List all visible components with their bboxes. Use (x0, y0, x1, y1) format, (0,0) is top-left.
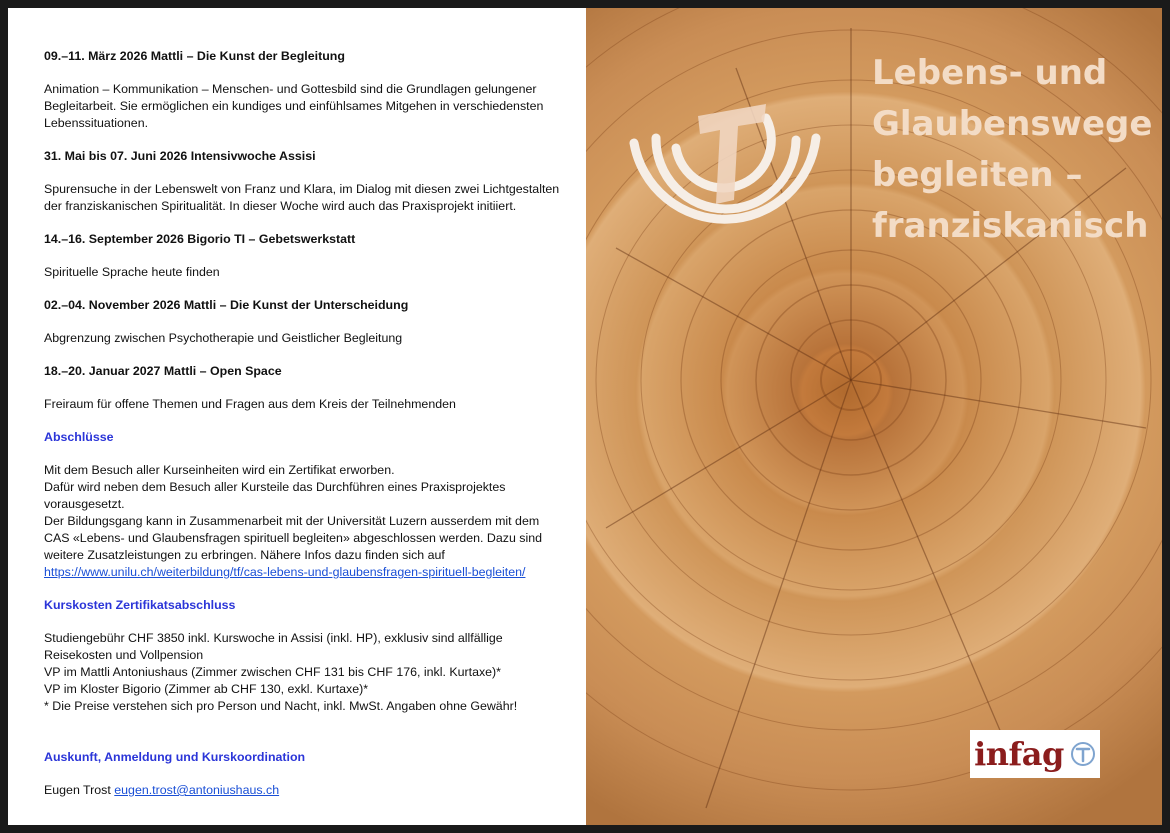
infag-logo (970, 730, 1100, 778)
infag-wordmark: infag (974, 735, 1064, 773)
kosten-heading: Kurskosten Zertifikatsabschluss (44, 598, 236, 612)
course-info (44, 48, 564, 815)
section-text: Spurensuche in der Lebenswelt von Franz und Klara, im Dialog mit diesen zwei Lichtgestalten der franziskanischen Spiritualität. In dieser Woche wird auch das Praxisprojekt initiiert. (44, 182, 560, 213)
unilu-link[interactable]: https://www.unilu.ch/weiterbildung/tf/cas-lebens-und-glaubensfragen-spirituell-begleiten/ (44, 565, 526, 579)
contact-name: Eugen Trost (44, 783, 111, 797)
left-page (8, 8, 586, 825)
section-text: Animation – Kommunikation – Menschen- und Gottesbild sind die Grundlagen gelungener Begleitarbeit. Sie ermöglichen ein kundiges und einfühlsames Mitgehen in verschiedensten Lebenssituationen. (44, 82, 544, 130)
section-heading: 31. Mai bis 07. Juni 2026 Intensivwoche Assisi (44, 149, 316, 163)
title-line: Lebens- und (872, 53, 1108, 93)
title-line: franziskanisch (872, 206, 1149, 246)
contact-email-link[interactable]: eugen.trost@antoniushaus.ch (114, 783, 280, 797)
cover-page (586, 8, 1162, 825)
title-line: begleiten – (872, 155, 1083, 195)
kontakt-heading: Auskunft, Anmeldung und Kurskoordination (44, 750, 306, 764)
tau-spiral-logo-icon (616, 78, 836, 248)
kosten-line: Studiengebühr CHF 3850 inkl. Kurswoche in Assisi (inkl. HP), exklusiv sind allfällige Reisekosten und Vollpension (44, 631, 503, 662)
section-text: Spirituelle Sprache heute finden (44, 265, 220, 279)
section-heading: 14.–16. September 2026 Bigorio TI – Gebetswerkstatt (44, 232, 356, 246)
section-heading: 18.–20. Januar 2027 Mattli – Open Space (44, 364, 282, 378)
abschluesse-line: Dafür wird neben dem Besuch aller Kursteile das Durchführen eines Praxisprojektes vorausgesetzt. (44, 480, 506, 511)
section-heading: 02.–04. November 2026 Mattli – Die Kunst der Unterscheidung (44, 298, 409, 312)
brochure-spread (8, 8, 1162, 825)
kosten-note: * Die Preise verstehen sich pro Person und Nacht, inkl. MwSt. Angaben ohne Gewähr! (44, 699, 518, 713)
section-text: Abgrenzung zwischen Psychotherapie und Geistlicher Begleitung (44, 331, 403, 345)
kontakt-line (44, 782, 564, 799)
section-text: Freiraum für offene Themen und Fragen aus dem Kreis der Teilnehmenden (44, 397, 456, 411)
cover-title (872, 48, 1152, 252)
section-heading: 09.–11. März 2026 Mattli – Die Kunst der Begleitung (44, 49, 345, 63)
kosten-text (44, 630, 564, 715)
abschluesse-line: Mit dem Besuch aller Kurseinheiten wird ein Zertifikat erworben. (44, 463, 395, 477)
abschluesse-text (44, 462, 564, 581)
title-line: Glaubenswege (872, 104, 1153, 144)
abschluesse-heading: Abschlüsse (44, 430, 114, 444)
abschluesse-line: Der Bildungsgang kann in Zusammenarbeit mit der Universität Luzern ausserdem mit dem CAS «Lebens- und Glaubensfragen spirituell begleiten» abgeschlossen werden. Dazu sind weitere Zusatzleistungen zu erbringen. Nähere Infos dazu finden sich auf (44, 514, 543, 562)
kosten-line: VP im Mattli Antoniushaus (Zimmer zwischen CHF 131 bis CHF 176, inkl. Kurtaxe)* (44, 665, 502, 679)
tau-circle-icon (1070, 741, 1096, 767)
kosten-line: VP im Kloster Bigorio (Zimmer ab CHF 130, exkl. Kurtaxe)* (44, 682, 369, 696)
